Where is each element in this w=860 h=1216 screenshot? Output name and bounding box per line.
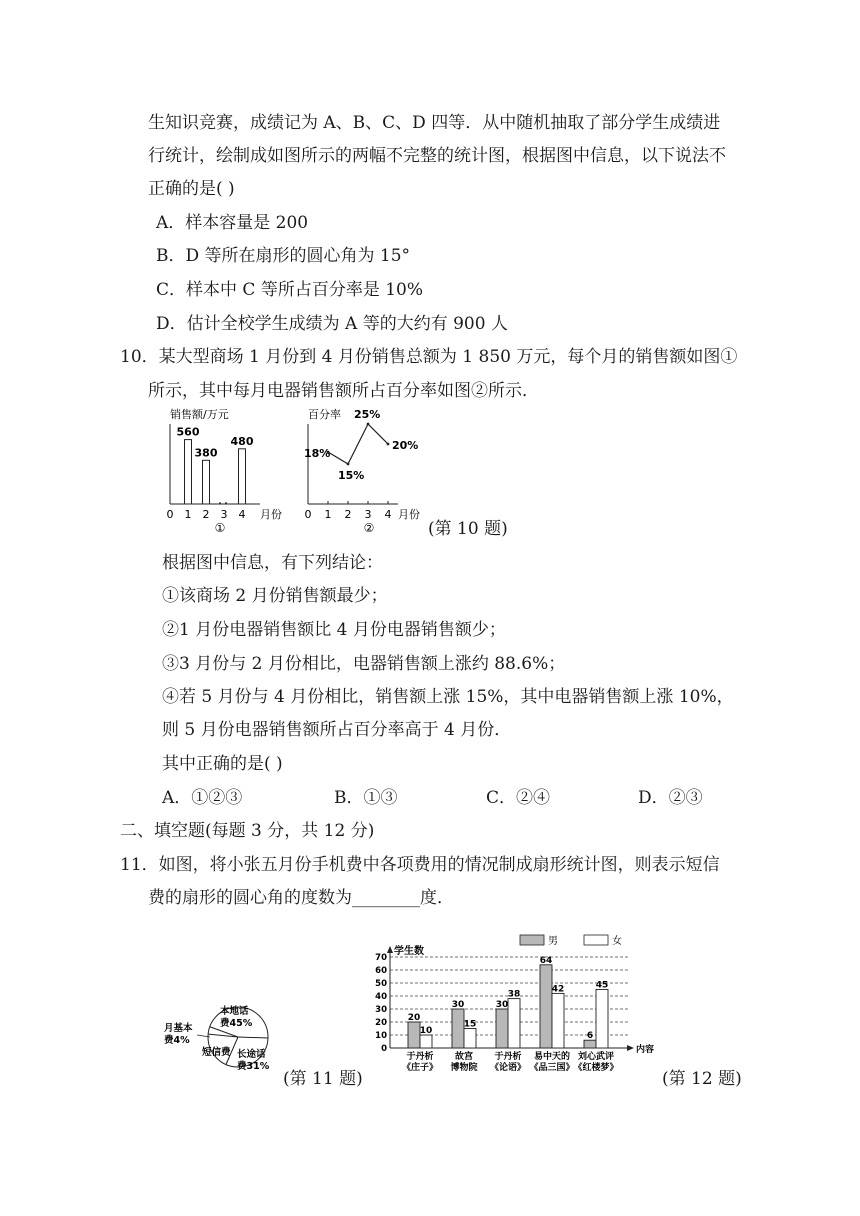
chart4-category-label: 于丹析 <box>406 1052 434 1062</box>
pie-label-long-1: 长途话 <box>237 1049 266 1060</box>
chart4-y-tick: 40 <box>375 992 387 1002</box>
pie-label-base-2: 费4% <box>164 1035 190 1046</box>
chart4-category-label: 《论语》 <box>489 1063 527 1073</box>
chart4-category-label: 《品三国》 <box>529 1063 575 1073</box>
chart4-ylabel: 学生数 <box>394 946 424 957</box>
chart1-dot <box>225 502 227 504</box>
sales-bar-chart <box>158 404 290 540</box>
chart2-point <box>367 423 370 426</box>
chart4-y-tick: 20 <box>375 1018 387 1028</box>
q10-question: 其中正确的是( ) <box>162 754 283 774</box>
chart2-x-tick: 3 <box>364 508 372 521</box>
chart4-category-label: 于丹析 <box>494 1052 522 1062</box>
chart4-bar-label: 38 <box>507 989 521 1000</box>
chart1-x-tick: 1 <box>184 508 192 521</box>
chart4-bar <box>408 1022 420 1048</box>
chart4-bar-label: 64 <box>539 955 553 966</box>
q10-line-2: 所示，其中每月电器销售额所占百分率如图②所示． <box>148 381 539 401</box>
chart1-figure-label: ① <box>214 521 226 535</box>
chart4-bar-label: 10 <box>419 1026 433 1036</box>
chart2-figure-label: ② <box>363 521 375 535</box>
legend-female-swatch <box>584 935 608 945</box>
chart4-bar <box>540 965 552 1048</box>
q10-option-b: B．①③ <box>334 788 398 808</box>
q9-line-1: 生知识竞赛，成绩记为 A、B、C、D 四等．从中随机抽取了部分学生成绩进 <box>148 113 721 133</box>
percent-line-chart <box>298 404 430 540</box>
chart1-x-tick: 0 <box>166 508 174 521</box>
q10-conclusion-4: ④若 5 月份与 4 月份相比，销售额上涨 15%，其中电器销售额上涨 10%， <box>162 687 734 707</box>
q9-option-d: D．估计全校学生成绩为 A 等的大约有 900 人 <box>156 314 508 334</box>
chart4-bar <box>508 999 520 1048</box>
chart2-point-label: 18% <box>304 447 331 460</box>
chart4-bar <box>452 1009 464 1048</box>
q9-line-3: 正确的是( ) <box>148 179 235 199</box>
chart4-bar-label: 45 <box>595 980 609 991</box>
section-2-title: 二、填空题(每题 3 分，共 12 分) <box>120 821 375 841</box>
chart1-ylabel: 销售额/万元 <box>170 408 229 421</box>
chart1-bar <box>239 449 246 504</box>
chart2-point-label: 20% <box>392 439 419 452</box>
chart2-x-tick: 4 <box>384 508 392 521</box>
chart4-category-label: 故宫 <box>454 1052 474 1062</box>
chart1-bar <box>185 440 192 504</box>
q11-line-1: 11．如图，将小张五月份手机费中各项费用的情况制成扇形统计图，则表示短信 <box>120 855 720 875</box>
q10-conclusion-3: ③3 月份与 2 月份相比，电器销售额上涨约 88.6%； <box>162 654 566 674</box>
chart4-category-label: 易中天的 <box>533 1052 571 1062</box>
chart4-bar <box>596 990 608 1049</box>
chart4-bar-label: 42 <box>551 984 565 995</box>
chart4-bar <box>420 1035 432 1048</box>
q10-caption: (第 10 题) <box>428 519 508 539</box>
phone-fee-pie-chart <box>160 995 284 1085</box>
chart4-y-tick: 70 <box>375 953 387 963</box>
pie-label-local-1: 本地话 <box>220 1006 249 1017</box>
chart4-category-label: 刘心武评 <box>577 1052 615 1062</box>
chart2-point-label: 25% <box>354 408 381 421</box>
legend-female-label: 女 <box>612 936 622 947</box>
chart4-xlabel: 内容 <box>636 1045 655 1055</box>
chart4-bar-label: 20 <box>407 1013 421 1023</box>
chart4-category-label: 博物院 <box>450 1063 478 1073</box>
chart4-category-label: 《庄子》 <box>401 1063 439 1073</box>
chart2-point <box>347 463 350 466</box>
q9-line-2: 行统计，绘制成如图所示的两幅不完整的统计图，根据图中信息，以下说法不 <box>148 146 726 166</box>
q10-conclusion-1: ①该商场 2 月份销售额最少； <box>162 586 388 606</box>
chart4-bar <box>464 1029 476 1049</box>
chart1-bar-label: 380 <box>194 446 218 460</box>
student-reading-bar-chart <box>360 930 660 1085</box>
legend-male-swatch <box>520 935 544 945</box>
q11-caption: (第 11 题) <box>283 1069 363 1089</box>
q10-option-d: D．②③ <box>638 788 703 808</box>
chart1-x-tick: 2 <box>202 508 210 521</box>
chart4-y-tick: 30 <box>375 1005 387 1015</box>
chart2-series-line <box>328 424 388 464</box>
chart2-point <box>387 443 390 446</box>
chart4-bar-label: 15 <box>463 1019 477 1030</box>
chart1-dot <box>219 502 221 504</box>
chart4-y-tick: 10 <box>375 1031 387 1041</box>
q10-intro: 根据图中信息，有下列结论： <box>162 553 383 573</box>
chart2-x-tick: 0 <box>304 508 312 521</box>
chart4-bar <box>552 993 564 1048</box>
chart2-ylabel: 百分率 <box>308 408 341 421</box>
q11-line-2: 费的扇形的圆心角的度数为________度． <box>148 888 454 908</box>
chart1-bar-label: 560 <box>176 425 200 439</box>
pie-label-local-2: 费45% <box>220 1018 253 1029</box>
chart4-bar-label: 30 <box>451 1000 465 1010</box>
pie-label-long-2: 费31% <box>237 1061 270 1072</box>
q12-caption: (第 12 题) <box>662 1069 742 1089</box>
q10-option-a: A．①②③ <box>162 788 243 808</box>
legend-male-label: 男 <box>548 936 558 947</box>
chart1-xlabel: 月份 <box>260 508 282 521</box>
q10-conclusion-2: ②1 月份电器销售额比 4 月份电器销售额少； <box>162 620 506 640</box>
chart2-xlabel: 月份 <box>398 508 420 521</box>
chart1-x-tick: 3 <box>220 508 228 521</box>
pie-label-base-1: 月基本 <box>164 1023 193 1034</box>
q10-line-1: 10．某大型商场 1 月份到 4 月份销售总额为 1 850 万元，每个月的销售额如图① <box>120 347 738 367</box>
chart1-bar <box>203 460 210 504</box>
q9-option-b: B．D 等所在扇形的圆心角为 15° <box>156 246 411 266</box>
q9-option-c: C．样本中 C 等所占百分率是 10% <box>156 280 424 300</box>
chart1-x-tick: 4 <box>238 508 246 521</box>
chart4-bar-label: 6 <box>586 1031 594 1042</box>
q10-option-c: C．②④ <box>486 788 551 808</box>
chart4-bar <box>496 1009 508 1048</box>
q9-option-a: A．样本容量是 200 <box>156 213 309 233</box>
chart4-y-tick: 50 <box>375 979 387 989</box>
chart4-y-tick: 60 <box>375 966 387 976</box>
chart2-point-label: 15% <box>338 469 365 482</box>
chart1-bar-label: 480 <box>230 434 254 448</box>
chart2-x-tick: 1 <box>324 508 332 521</box>
chart4-bar <box>584 1040 596 1048</box>
chart4-category-label: 《红楼梦》 <box>573 1063 619 1073</box>
chart4-bar-label: 30 <box>495 1000 509 1010</box>
pie-label-sms: 短信费 <box>202 1047 231 1058</box>
q10-conclusion-5: 则 5 月份电器销售额所占百分率高于 4 月份． <box>162 720 512 740</box>
chart4-y-tick: 0 <box>381 1044 387 1054</box>
chart2-x-tick: 2 <box>344 508 352 521</box>
